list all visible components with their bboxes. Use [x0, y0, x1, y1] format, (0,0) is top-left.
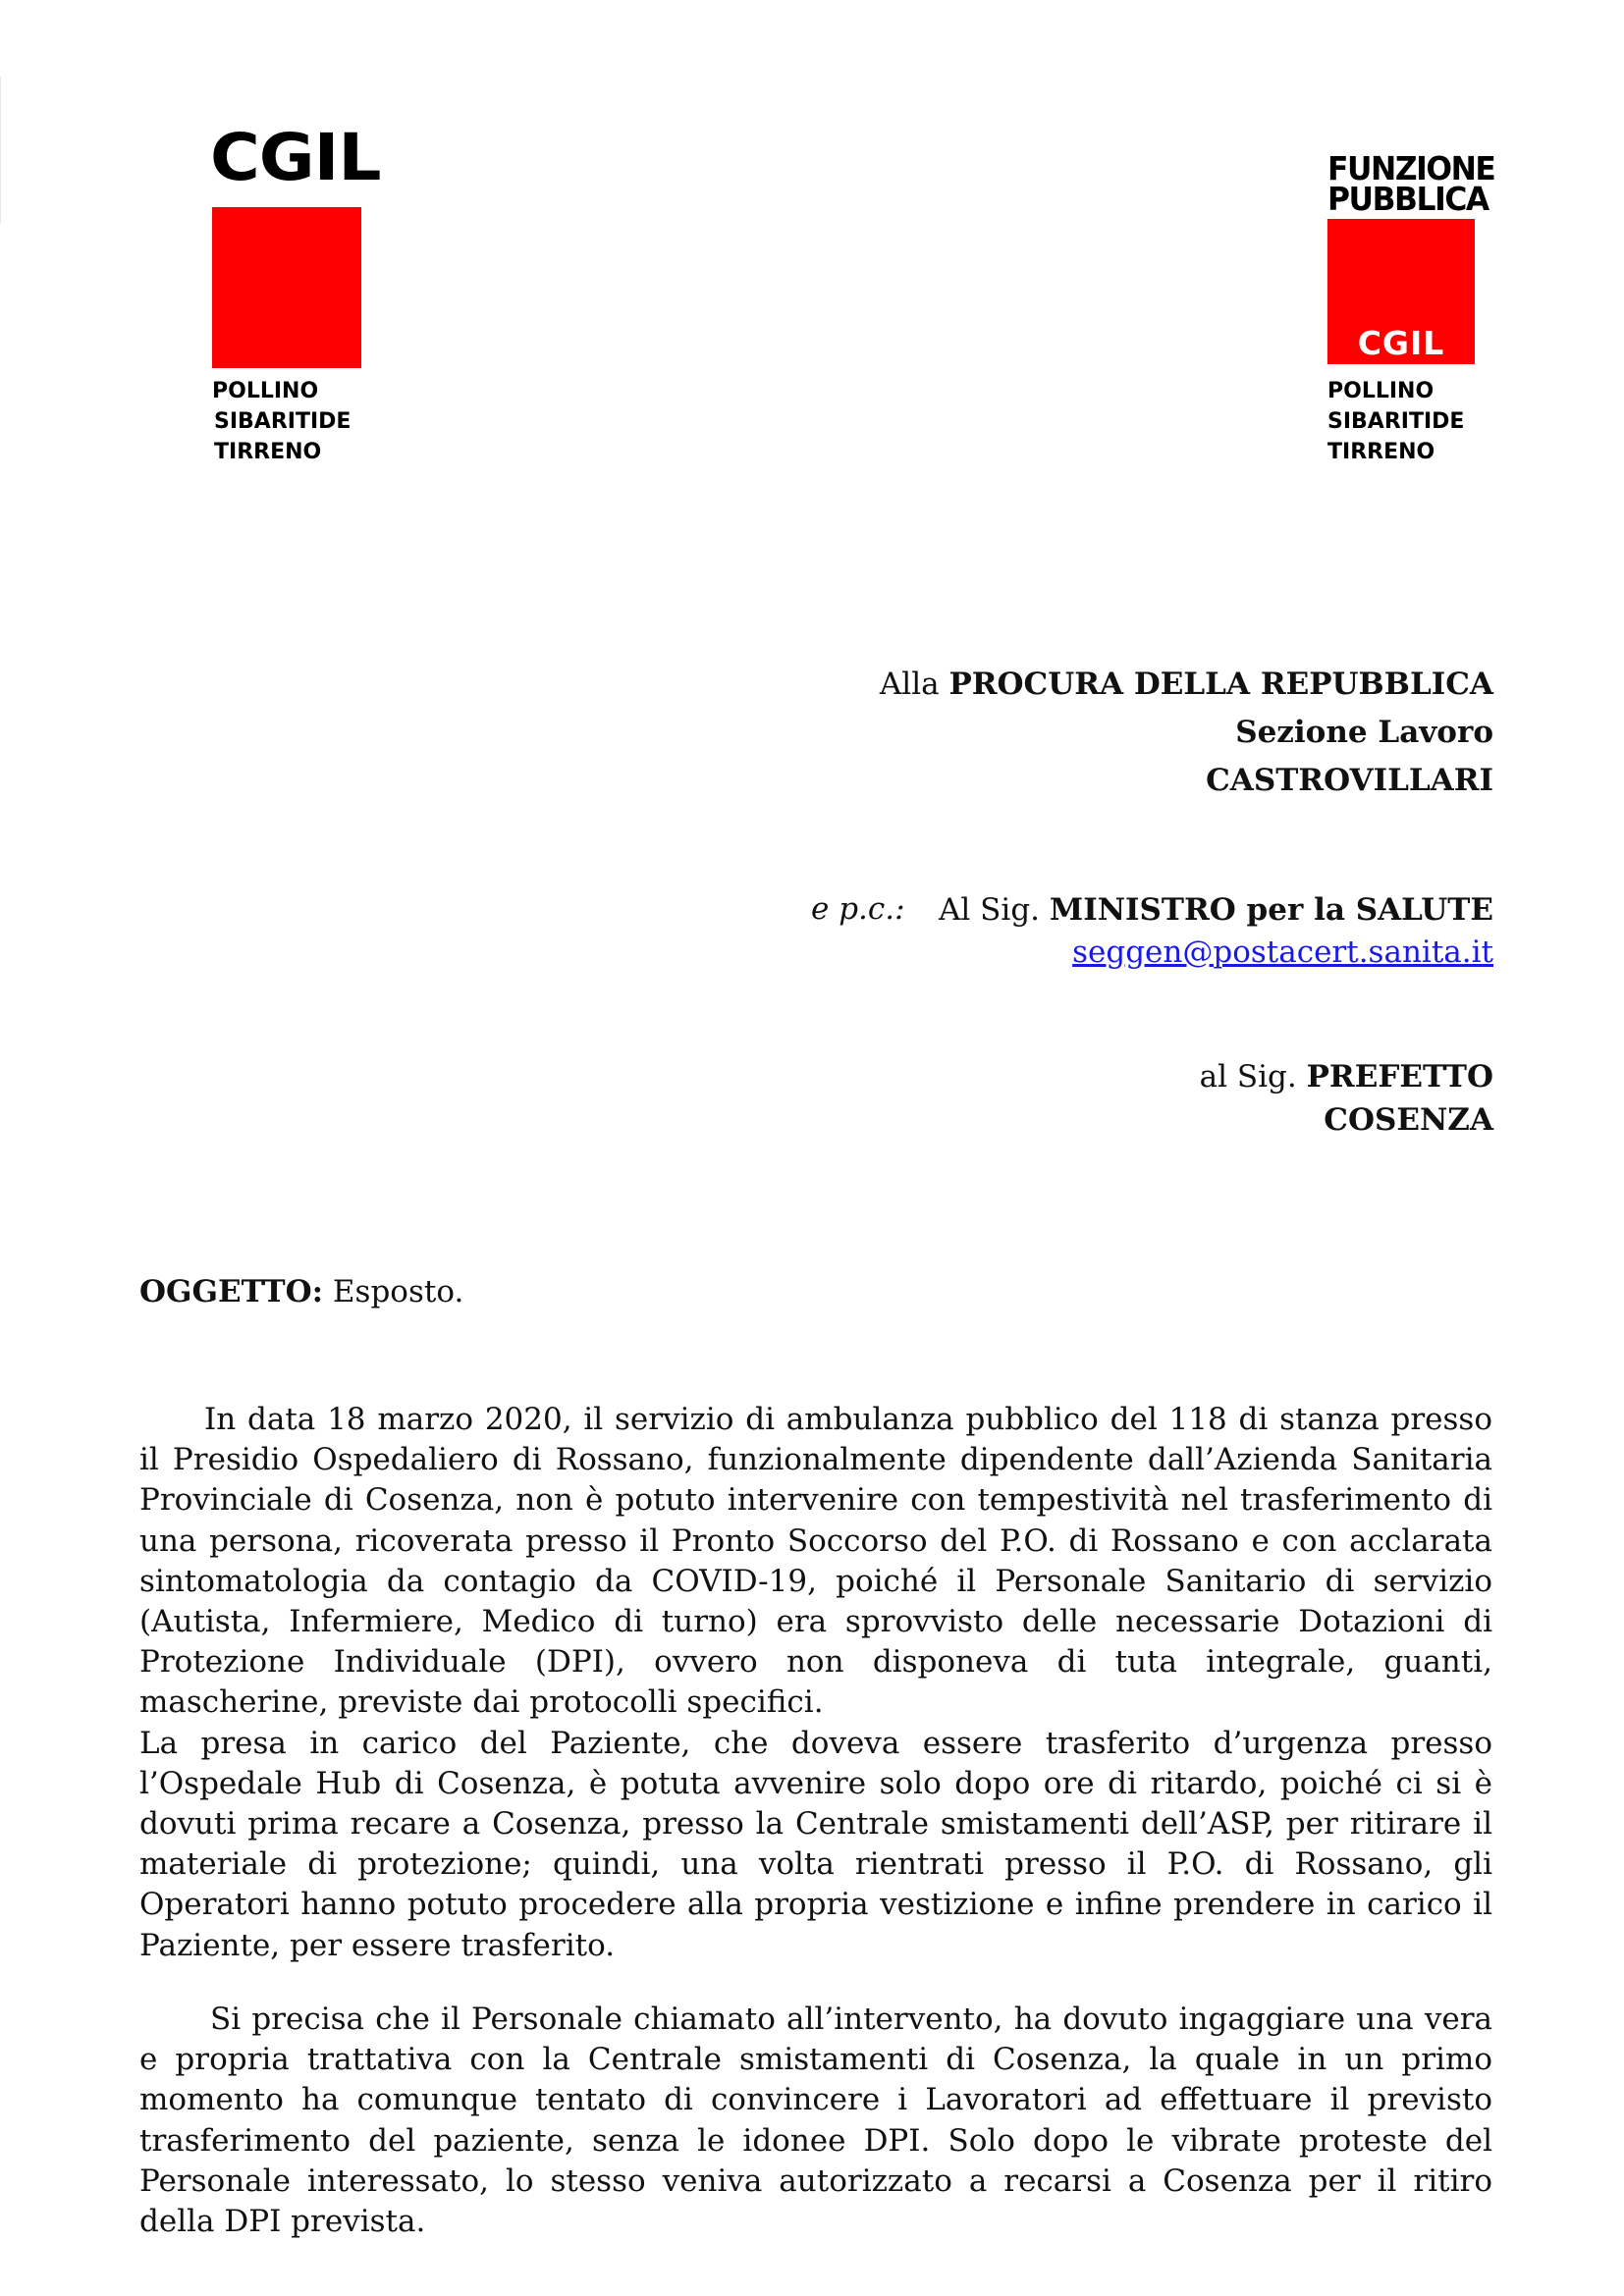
ministro-prefix: Al Sig.	[939, 892, 1050, 928]
recipient-prefetto	[610, 1055, 1493, 1142]
subject-text: Esposto.	[323, 1274, 464, 1309]
paragraph-2: La presa in carico del Paziente, che doveva essere trasferito d’urgenza presso l’Ospedale Hub di Cosenza, è potuta avvenire solo dopo ore di ritardo, poiché ci si è dovuti prima recare a Cosenza, presso la Centrale smistamenti dell’ASP, per ritirare il materiale di protezione; quindi, una volta rientrati presso il P.O. di Rossano, gli Operatori hanno potuto procedere alla propria vestizione e infine prendere in carico il Paziente, per essere trasferito.	[139, 1725, 1492, 1963]
left-logo-line: SIBARITIDE	[214, 409, 352, 434]
fp-logo-box-text: CGIL	[1357, 324, 1445, 362]
left-logo-subtitle	[212, 376, 351, 467]
cc-label: e p.c.:	[811, 891, 905, 927]
prefetto-name: PREFETTO	[1306, 1059, 1493, 1095]
fp-cgil-logo-wordmark	[1327, 149, 1495, 218]
procura-city: CASTROVILLARI	[1206, 763, 1493, 798]
fp-cgil-logo-red-square	[1327, 219, 1475, 364]
right-logo-subtitle	[1327, 376, 1464, 467]
right-logo-line: SIBARITIDE	[1327, 409, 1465, 434]
ministro-name: MINISTRO per la SALUTE	[1049, 892, 1493, 928]
right-logo-line: TIRRENO	[1327, 440, 1435, 464]
procura-section: Sezione Lavoro	[1235, 715, 1493, 750]
left-logo-line: POLLINO	[212, 379, 319, 403]
right-logo-line: POLLINO	[1327, 379, 1435, 403]
recipient-ministro	[610, 889, 1493, 974]
ministro-email-link[interactable]: seggen@postacert.sanita.it	[1072, 934, 1493, 970]
left-logo-line: TIRRENO	[214, 440, 322, 464]
subject-line	[139, 1274, 463, 1309]
body-block-1	[139, 1400, 1492, 1966]
prefetto-prefix: al Sig.	[1199, 1059, 1307, 1095]
fp-logo-line: PUBBLICA	[1327, 180, 1489, 218]
scan-edge-mark	[0, 77, 1, 224]
prefetto-city: COSENZA	[1324, 1102, 1493, 1138]
fp-logo-line: FUNZIONE	[1327, 149, 1495, 187]
paragraph-1: In data 18 marzo 2020, il servizio di ambulanza pubblico del 118 di stanza presso il Presidio Ospedaliero di Rossano, funzionalmente dipendente dall’Azienda Sanitaria Provinciale di Cosenza, non è potuto intervenire con tempestività nel trasferimento di una persona, ricoverata presso il Pronto Soccorso del P.O. di Rossano e con acclarata sintomatologia da contagio da COVID-19, poiché il Personale Sanitario di servizio (Autista, Infermiere, Medico di turno) era sprovvisto delle necessarie Dotazioni di Protezione Individuale (DPI), ovvero non disponeva di tuta integrale, guanti, mascherine, previste dai protocolli specifici.	[139, 1402, 1492, 1721]
body-block-2	[139, 2000, 1492, 2242]
recipient-procura	[610, 661, 1493, 805]
paragraph-3: Si precisa che il Personale chiamato all’intervento, ha dovuto ingaggiare una vera e propria trattativa con la Centrale smistamenti di Cosenza, la quale in un primo momento ha comunque tentato di convincere i Lavoratori ad effettuare il previsto trasferimento del paziente, senza le idonee DPI. Solo dopo le vibrate proteste del Personale interessato, lo stesso veniva autorizzato a recarsi a Cosenza per il ritiro della DPI prevista.	[139, 2002, 1492, 2240]
subject-label: OGGETTO:	[139, 1274, 324, 1309]
procura-name: PROCURA DELLA REPUBBLICA	[948, 667, 1493, 702]
cgil-logo-wordmark: CGIL	[210, 120, 381, 195]
procura-prefix: Alla	[879, 667, 949, 702]
cgil-logo-red-square	[212, 207, 361, 368]
